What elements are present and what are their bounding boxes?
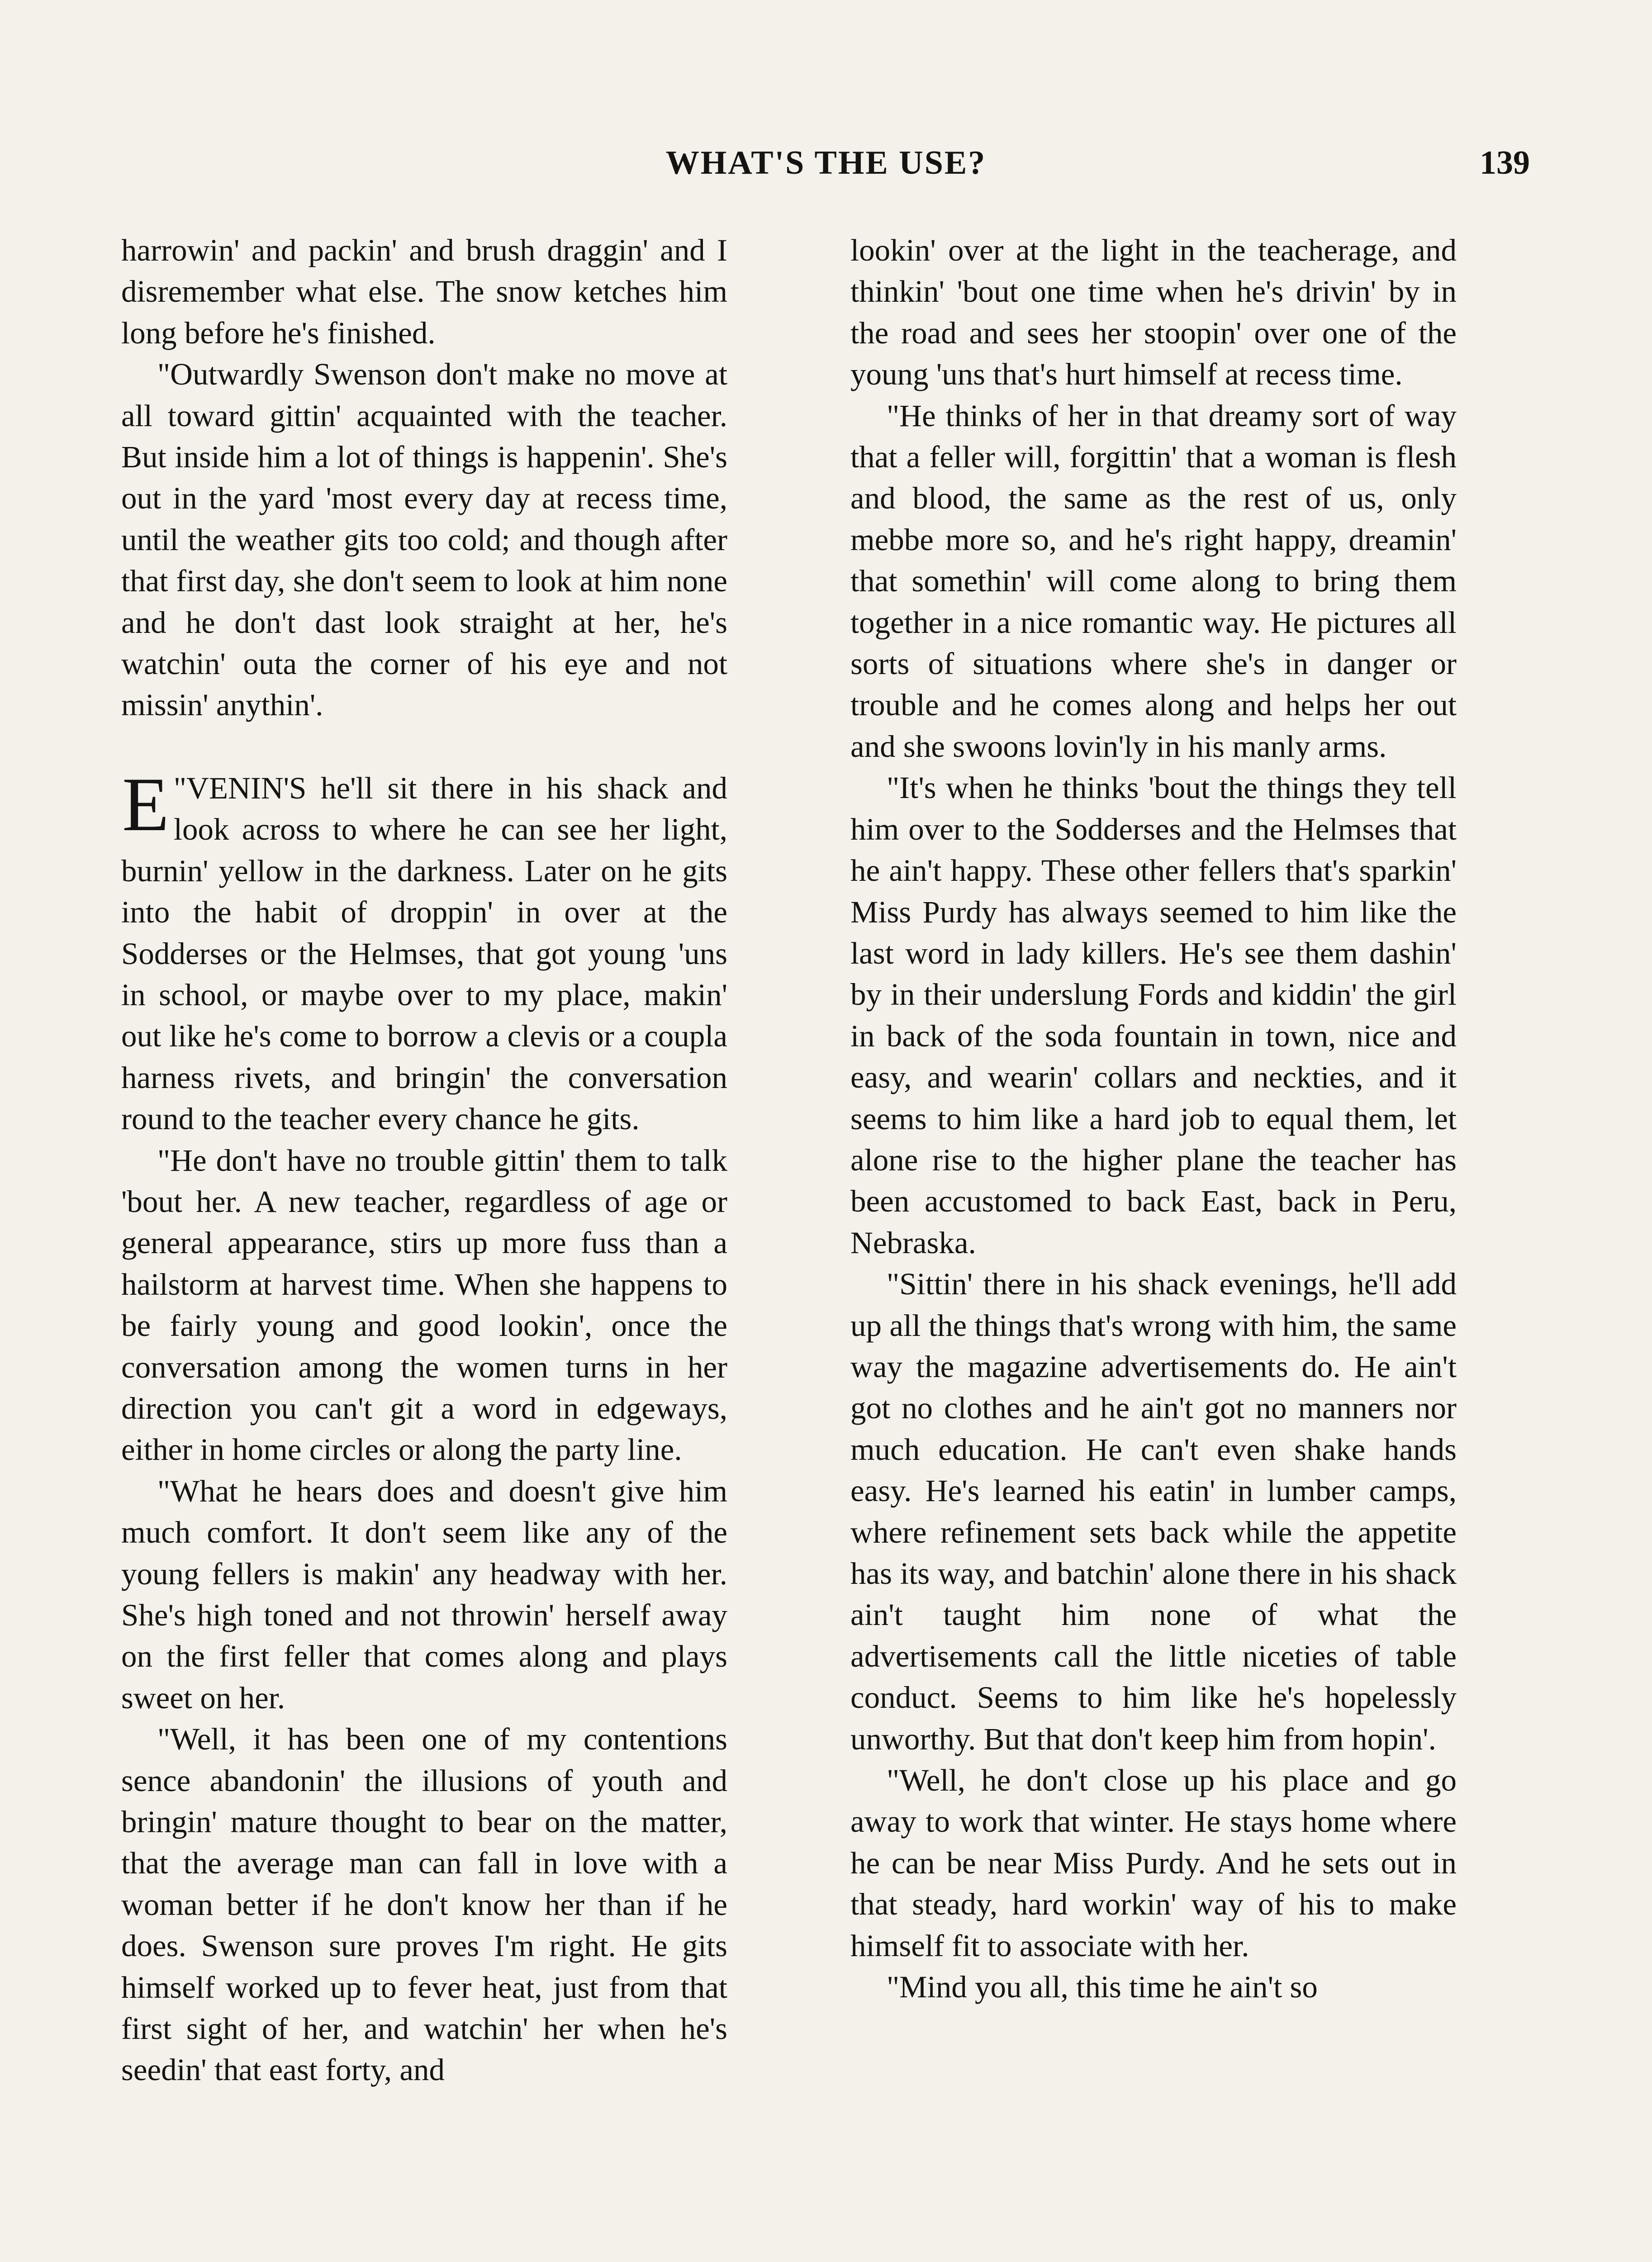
paragraph: "What he hears does and doesn't give him much comfort. It don't seem like any of the young fellers is makin' any headway with her. She's high toned and not throwin' herself away on the first feller that comes along and plays sweet on her. [121, 1473, 727, 1715]
paragraph: harrowin' and packin' and brush draggin' and I disremember what else. The snow ketches him long before he's finished. [121, 233, 727, 350]
open-quote: " [173, 770, 187, 805]
paragraph-dropcap [121, 761, 727, 1140]
section-break [121, 726, 727, 768]
paragraph: "Sittin' there in his shack evenings, he'll add up all the things that's wrong with him, the same way the magazine advertisements do. He ain't got no clothes and he ain't got no manners nor much education. He can't even shake hands easy. He's learned his eatin' in lumber camps, where refinement sets back while the appetite has its way, and batchin' alone there in his shack ain't taught him none of what the advertisements call the little niceties of table conduct. Seems to him like he's hopelessly unworthy. But that don't keep him from hopin'. [850, 1267, 1457, 1756]
right-column [850, 230, 1457, 2008]
paragraph: "Well, it has been one of my contentions sence abandonin' the illusions of youth and bringin' mature thought to bear on the matter, that the average man can fall in love with a woman better if he don't know her than if he does. Swenson sure proves I'm right. He gits himself worked up to fever heat, just from that first sight of her, and watchin' her when he's seedin' that east forty, and [121, 1722, 727, 2087]
page-header [122, 144, 1530, 194]
paragraph: "He don't have no trouble gittin' them to talk 'bout her. A new teacher, regardless of age or general appearance, stirs up more fuss than a hailstorm at harvest time. When she happens to be fairly young and good lookin', once the conversation among the women turns in her direction you can't git a word in edgeways, either in home circles or along the party line. [121, 1143, 727, 1467]
running-title: WHAT'S THE USE? [665, 144, 987, 181]
paragraph: "Outwardly Swenson don't make no move at all toward gittin' acquainted with the teacher. But inside him a lot of things is happenin'. She's out in the yard 'most every day at recess time, until the weather gits too cold; and though after that first day, she don't seem to look at him none and he don't dast look straight at her, he's watchin' outa the corner of his eye and not missin' anythin'. [121, 357, 727, 722]
paragraph: "It's when he thinks 'bout the things they tell him over to the Sodderses and the Helmses that he ain't happy. These other fellers that's sparkin' Miss Purdy has always seemed to him like the last word in lady killers. He's see them dashin' by in their underslung Fords and kiddin' the girl in back of the soda fountain in town, nice and easy, and wearin' collars and neckties, and it seems to him like a hard job to equal them, let alone rise to the higher plane the teacher has been accustomed to back East, back in Peru, Nebraska. [850, 770, 1457, 1260]
paragraph: "He thinks of her in that dreamy sort of way that a feller will, forgittin' that a woman is flesh and blood, the same as the rest of us, only mebbe more so, and he's right happy, dreamin' that somethin' will come along to bring them together in a nice romantic way. He pictures all sorts of situations where she's in danger or trouble and he comes along and helps her out and she swoons lovin'ly in his manly arms. [850, 398, 1457, 764]
paragraph: lookin' over at the light in the teacherage, and thinkin' 'bout one time when he's drivin' by in the road and sees her stoopin' over one of the young 'uns that's hurt himself at recess time. [850, 233, 1457, 392]
paragraph: "Well, he don't close up his place and go away to work that winter. He stays home where he can be near Miss Purdy. And he sets out in that steady, hard workin' way of his to make himself fit to associate with her. [850, 1763, 1457, 1963]
page-number: 139 [1480, 144, 1530, 181]
paragraph: "Mind you all, this time he ain't so [887, 1970, 1318, 2005]
left-column [121, 230, 727, 2091]
paragraph-text: VENIN'S he'll sit there in his shack and look across to where he can see her light, burnin' yellow in the darkness. Later on he gits into the habit of droppin' in over at the Sodderses or the Helmses, that got young 'uns in school, or maybe over to my place, makin' out like he's come to borrow a clevis or a coupla harness rivets, and bringin' the conversation round to the teacher every chance he gits. [121, 770, 727, 1136]
drop-cap: E [122, 761, 169, 847]
